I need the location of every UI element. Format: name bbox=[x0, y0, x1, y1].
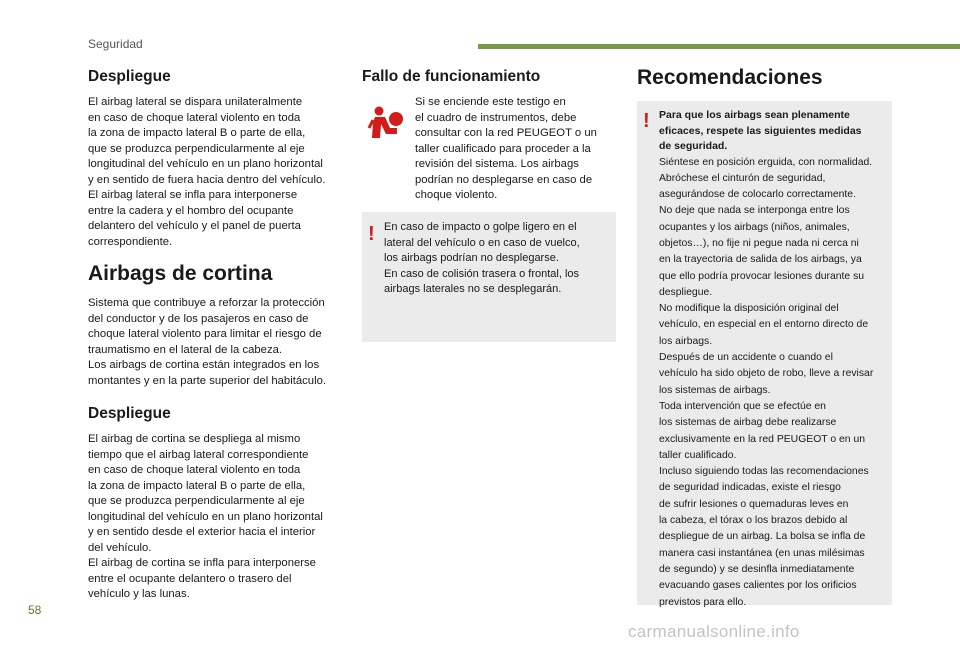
warning-exclamation-icon: ! bbox=[643, 110, 650, 132]
warning-exclamation-icon: ! bbox=[368, 223, 375, 245]
paragraph-fallo: Si se enciende este testigo en el cuadro de instrumentos, debe consultar con la red PEUGEOT o un taller cualificado para proceder a la revisión del sistema. Los airbags podrían no desplegarse en caso de choque violento. bbox=[415, 96, 597, 201]
heading-airbags-cortina: Airbags de cortina bbox=[88, 262, 273, 285]
section-accent-bar bbox=[478, 44, 960, 49]
watermark: carmanualsonline.info bbox=[628, 622, 800, 641]
airbag-warning-lamp-icon bbox=[366, 104, 406, 144]
warning-box-middle bbox=[362, 212, 616, 342]
page-number: 58 bbox=[28, 603, 42, 617]
warning-box-recomendaciones bbox=[637, 101, 892, 608]
section-label: Seguridad bbox=[88, 37, 143, 51]
paragraph-airbags-cortina: Sistema que contribuye a reforzar la protección del conductor y de los pasajeros en caso de choque lateral violento para limitar el riesgo de traumatismo en el lateral de la cabeza. Los airbags de cortina están integrados en los montantes y en la parte superior del habitáculo. bbox=[88, 297, 327, 387]
paragraph-despliegue-2: El airbag de cortina se despliega al mismo tiempo que el airbag lateral correspondiente en caso de choque lateral violento en toda la zona de impacto lateral B o parte de ella, que se produzca perpendicularmente al eje longitudinal del vehículo en un plano horizontal y en sentido desde el exterior hacia el interior del vehículo. El airbag de cortina se infla para interponerse entre el ocupante delantero o trasero del vehículo y las lunas. bbox=[88, 433, 323, 600]
recomendaciones-body: Siéntese en posición erguida, con normalidad. Abróchese el cinturón de seguridad, asegurándose de colocarlo correctamente. No deje que nada se interponga entre los ocupantes y los airbags (niños, animales, objetos…), no fije ni pegue nada ni cerca ni en la trayectoria de salida de los airbags, ya que ello podría provocar lesiones durante su despliegue. No modifique la disposición original del vehículo, en especial en el entorno directo de los airbags. Después de un accidente o cuando el vehículo ha sido objeto de robo, lleve a revisar los sistemas de airbags. Toda intervención que se efectúe en los sistemas de airbag debe realizarse exclusivamente en la red PEUGEOT o en un taller cualificado. Incluso siguiendo todas las recomendaciones de seguridad indicadas, existe el riesgo de sufrir lesiones o quemaduras leves en la cabeza, el tórax o los brazos debido al despliegue de un airbag. La bolsa se infla de manera casi instantánea (en unas milésimas de segundo) y se desinfla inmediatamente evacuando gases calientes por los orificios previstos para ello. bbox=[659, 156, 874, 608]
recomendaciones-intro: Para que los airbags sean plenamente eficaces, respete las siguientes medidas de seguridad. bbox=[659, 109, 862, 152]
recomendaciones-content bbox=[659, 108, 889, 611]
heading-recomendaciones: Recomendaciones bbox=[637, 66, 823, 89]
heading-fallo: Fallo de funcionamiento bbox=[362, 68, 541, 85]
heading-despliegue-2: Despliegue bbox=[88, 405, 171, 422]
warning-text-middle: En caso de impacto o golpe ligero en el lateral del vehículo o en caso de vuelco, los airbags podrían no desplegarse. En caso de colisión trasera o frontal, los airbags laterales no se desplegarán. bbox=[384, 221, 580, 295]
paragraph-despliegue-1: El airbag lateral se dispara unilateralmente en caso de choque lateral violento en toda la zona de impacto lateral B o parte de ella, que se produzca perpendicularmente al eje longitudinal del vehículo en un plano horizontal y en sentido de fuera hacia dentro del vehículo. El airbag lateral se infla para interponerse entre la cadera y el hombro del ocupante delantero del vehículo y el panel de puerta correspondiente. bbox=[88, 96, 326, 248]
heading-despliegue-1: Despliegue bbox=[88, 68, 171, 85]
